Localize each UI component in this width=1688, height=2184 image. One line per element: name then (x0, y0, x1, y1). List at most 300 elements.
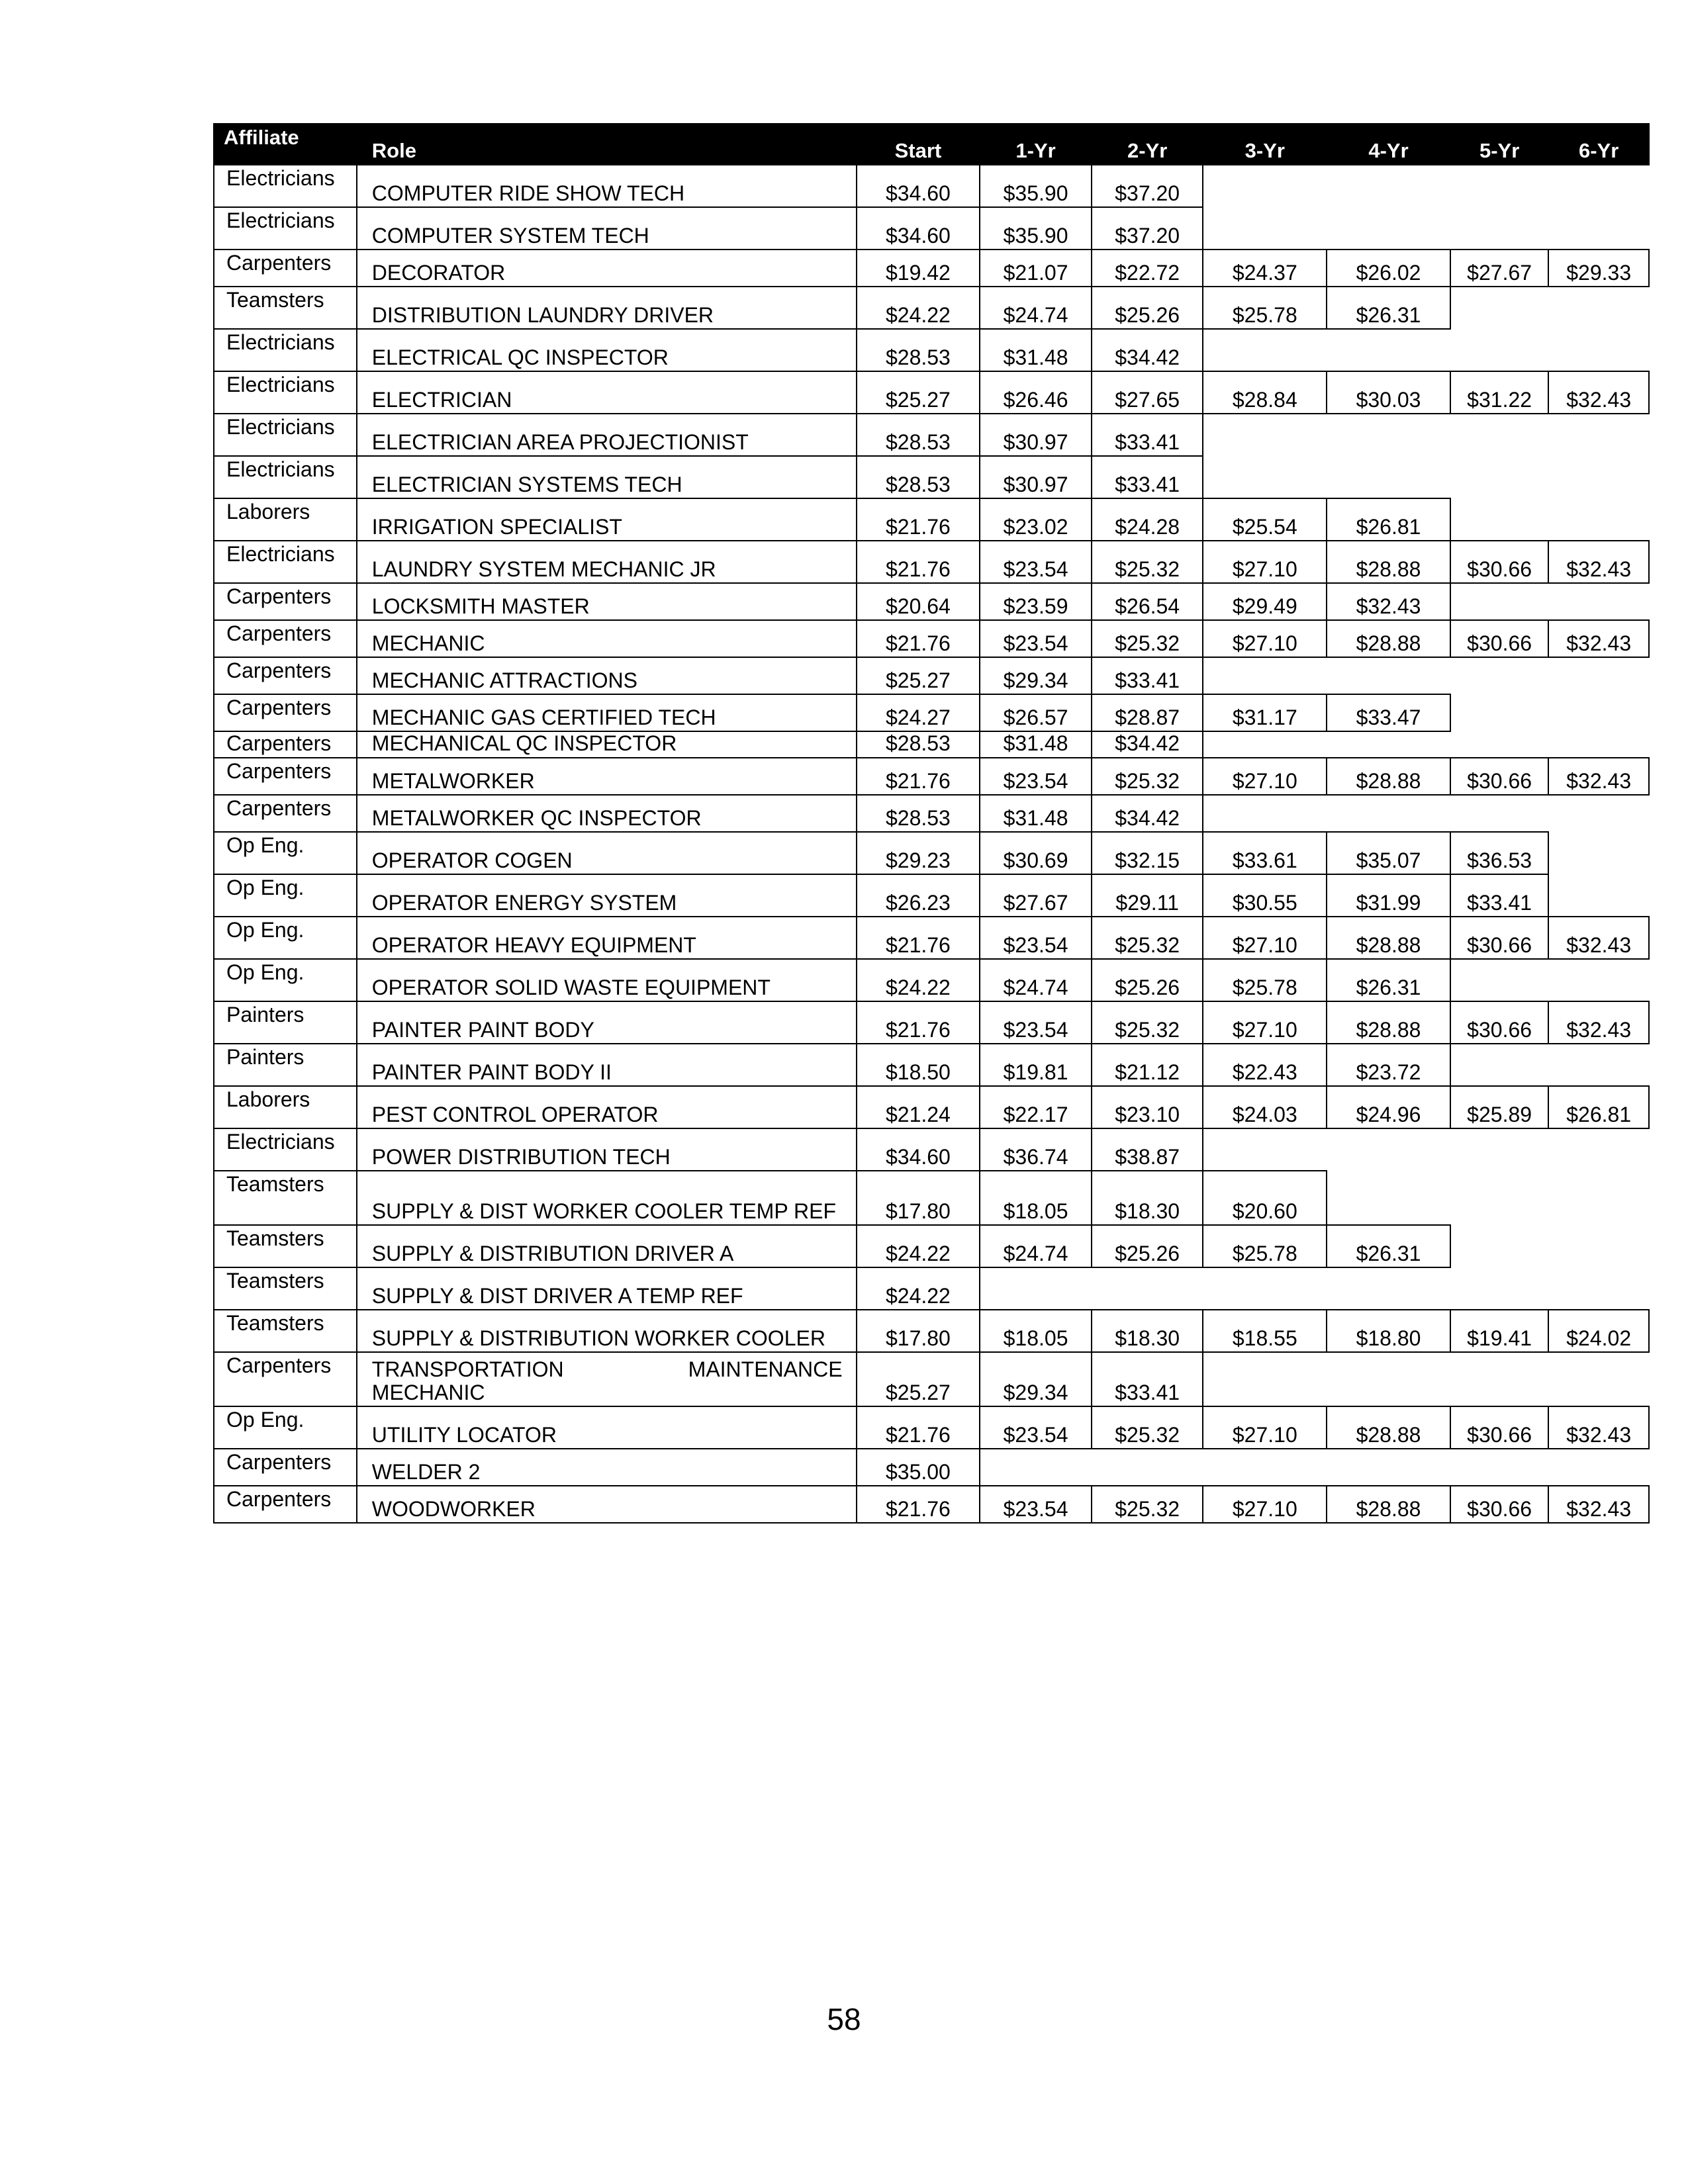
rate-cell: $35.90 (980, 207, 1092, 250)
rate-cell: $23.72 (1327, 1044, 1450, 1086)
rate-cell (1548, 1044, 1649, 1086)
role-cell: WOODWORKER (357, 1486, 857, 1523)
affiliate-cell: Carpenters (214, 250, 357, 287)
table-row (214, 371, 1649, 414)
rate-cell: $26.81 (1548, 1086, 1649, 1128)
role-cell: COMPUTER SYSTEM TECH (357, 207, 857, 250)
rate-cell: $31.48 (980, 329, 1092, 371)
table-row (214, 456, 1649, 498)
role-cell: UTILITY LOCATOR (357, 1406, 857, 1449)
rate-cell: $24.74 (980, 1225, 1092, 1267)
rate-cell (1450, 583, 1549, 620)
wage-rate-table (213, 123, 1650, 1524)
role-cell: ELECTRICIAN (357, 371, 857, 414)
rate-cell: $21.07 (980, 250, 1092, 287)
rate-cell: $31.22 (1450, 371, 1549, 414)
rate-cell: $25.78 (1203, 287, 1327, 329)
rate-cell: $17.80 (857, 1171, 980, 1225)
rate-cell (1203, 165, 1327, 207)
rate-cell: $21.76 (857, 1406, 980, 1449)
rate-cell (1327, 1449, 1450, 1486)
rate-cell (1092, 1267, 1203, 1310)
rate-cell: $21.76 (857, 1486, 980, 1523)
rate-cell: $29.34 (980, 1352, 1092, 1406)
rate-cell (1450, 1449, 1549, 1486)
header-1-yr: 1-Yr (980, 124, 1092, 165)
rate-cell (1327, 456, 1450, 498)
rate-cell: $32.43 (1548, 1001, 1649, 1044)
rate-cell: $31.48 (980, 731, 1092, 758)
rate-cell (1548, 694, 1649, 731)
rate-cell: $29.23 (857, 832, 980, 874)
rate-cell: $33.41 (1092, 657, 1203, 694)
affiliate-cell: Carpenters (214, 1449, 357, 1486)
rate-cell: $18.05 (980, 1310, 1092, 1352)
rate-cell: $21.24 (857, 1086, 980, 1128)
table-row (214, 657, 1649, 694)
table-row (214, 1310, 1649, 1352)
rate-cell (1450, 694, 1549, 731)
rate-cell: $30.66 (1450, 1406, 1549, 1449)
rate-cell: $24.37 (1203, 250, 1327, 287)
table-row (214, 583, 1649, 620)
affiliate-cell: Painters (214, 1001, 357, 1044)
rate-cell: $33.41 (1092, 414, 1203, 456)
rate-cell: $19.41 (1450, 1310, 1549, 1352)
rate-cell: $26.81 (1327, 498, 1450, 541)
rate-cell: $19.42 (857, 250, 980, 287)
rate-cell: $26.31 (1327, 1225, 1450, 1267)
role-cell: ELECTRICAL QC INSPECTOR (357, 329, 857, 371)
rate-cell: $30.66 (1450, 541, 1549, 583)
affiliate-cell: Op Eng. (214, 874, 357, 917)
rate-cell (1450, 1352, 1549, 1406)
affiliate-cell: Op Eng. (214, 959, 357, 1001)
rate-cell: $36.74 (980, 1128, 1092, 1171)
rate-cell: $23.54 (980, 1486, 1092, 1523)
rate-cell: $25.32 (1092, 1486, 1203, 1523)
rate-cell: $28.53 (857, 731, 980, 758)
rate-cell: $26.57 (980, 694, 1092, 731)
rate-cell: $18.55 (1203, 1310, 1327, 1352)
rate-cell (1450, 657, 1549, 694)
rate-cell: $29.33 (1548, 250, 1649, 287)
rate-cell (1203, 1352, 1327, 1406)
rate-cell (1548, 329, 1649, 371)
rate-cell (1203, 456, 1327, 498)
rate-cell (1327, 329, 1450, 371)
role-cell: OPERATOR ENERGY SYSTEM (357, 874, 857, 917)
rate-cell: $28.84 (1203, 371, 1327, 414)
affiliate-cell: Carpenters (214, 795, 357, 832)
role-cell: SUPPLY & DIST DRIVER A TEMP REF (357, 1267, 857, 1310)
affiliate-cell: Op Eng. (214, 917, 357, 959)
rate-cell (1327, 657, 1450, 694)
rate-cell: $25.54 (1203, 498, 1327, 541)
role-cell: PAINTER PAINT BODY (357, 1001, 857, 1044)
affiliate-cell: Electricians (214, 329, 357, 371)
rate-cell: $32.15 (1092, 832, 1203, 874)
rate-cell (1548, 731, 1649, 758)
affiliate-cell: Carpenters (214, 1352, 357, 1406)
header-6-yr: 6-Yr (1548, 124, 1649, 165)
rate-cell: $28.88 (1327, 1406, 1450, 1449)
table-row (214, 1225, 1649, 1267)
rate-cell: $26.31 (1327, 287, 1450, 329)
rate-cell: $24.22 (857, 1225, 980, 1267)
table-header-row (214, 124, 1649, 165)
rate-cell: $30.69 (980, 832, 1092, 874)
rate-cell: $25.26 (1092, 959, 1203, 1001)
table-row (214, 1001, 1649, 1044)
rate-cell: $28.88 (1327, 620, 1450, 657)
rate-cell: $34.42 (1092, 731, 1203, 758)
rate-cell: $29.34 (980, 657, 1092, 694)
header-affiliate: Affiliate (214, 124, 357, 165)
rate-cell: $21.76 (857, 498, 980, 541)
rate-cell: $30.66 (1450, 1486, 1549, 1523)
header-2-yr: 2-Yr (1092, 124, 1203, 165)
rate-cell: $31.17 (1203, 694, 1327, 731)
rate-cell: $25.27 (857, 657, 980, 694)
rate-cell: $25.32 (1092, 1406, 1203, 1449)
rate-cell (1203, 1267, 1327, 1310)
role-cell: METALWORKER (357, 758, 857, 795)
rate-cell (1548, 1171, 1649, 1225)
rate-cell (1450, 795, 1549, 832)
rate-cell (1203, 731, 1327, 758)
table-row (214, 1406, 1649, 1449)
role-cell: WELDER 2 (357, 1449, 857, 1486)
rate-cell (1450, 1171, 1549, 1225)
rate-cell (1450, 1044, 1549, 1086)
rate-cell: $19.81 (980, 1044, 1092, 1086)
rate-cell: $32.43 (1548, 541, 1649, 583)
rate-cell: $28.53 (857, 795, 980, 832)
rate-cell (1548, 456, 1649, 498)
rate-cell (1450, 329, 1549, 371)
rate-cell: $33.61 (1203, 832, 1327, 874)
rate-cell: $25.32 (1092, 758, 1203, 795)
affiliate-cell: Laborers (214, 1086, 357, 1128)
rate-cell (1450, 1267, 1549, 1310)
role-cell: ELECTRICIAN SYSTEMS TECH (357, 456, 857, 498)
rate-cell: $34.60 (857, 165, 980, 207)
table-row (214, 287, 1649, 329)
rate-cell (1450, 959, 1549, 1001)
role-cell: MECHANIC (357, 620, 857, 657)
rate-cell: $24.27 (857, 694, 980, 731)
rate-cell: $32.43 (1548, 1406, 1649, 1449)
rate-cell: $31.48 (980, 795, 1092, 832)
rate-cell: $30.97 (980, 456, 1092, 498)
table-row (214, 832, 1649, 874)
rate-cell: $31.99 (1327, 874, 1450, 917)
rate-cell: $32.43 (1548, 620, 1649, 657)
rate-cell: $21.76 (857, 917, 980, 959)
rate-cell: $25.32 (1092, 917, 1203, 959)
rate-cell: $28.53 (857, 414, 980, 456)
rate-cell (1450, 498, 1549, 541)
rate-cell (1203, 207, 1327, 250)
table-row (214, 620, 1649, 657)
affiliate-cell: Teamsters (214, 1267, 357, 1310)
rate-cell (1548, 583, 1649, 620)
affiliate-cell: Carpenters (214, 731, 357, 758)
rate-cell: $28.88 (1327, 758, 1450, 795)
table-row (214, 1449, 1649, 1486)
role-cell: IRRIGATION SPECIALIST (357, 498, 857, 541)
rate-cell (1203, 1449, 1327, 1486)
rate-cell: $17.80 (857, 1310, 980, 1352)
affiliate-cell: Painters (214, 1044, 357, 1086)
rate-cell (1548, 1225, 1649, 1267)
table-row (214, 1044, 1649, 1086)
rate-cell: $25.78 (1203, 1225, 1327, 1267)
affiliate-cell: Teamsters (214, 1171, 357, 1225)
rate-cell (1548, 1352, 1649, 1406)
rate-cell (1327, 207, 1450, 250)
rate-cell: $32.43 (1548, 371, 1649, 414)
rate-cell: $26.02 (1327, 250, 1450, 287)
rate-cell: $24.03 (1203, 1086, 1327, 1128)
rate-cell (1203, 795, 1327, 832)
role-cell: MECHANIC GAS CERTIFIED TECH (357, 694, 857, 731)
rate-cell: $28.88 (1327, 1486, 1450, 1523)
role-cell: OPERATOR HEAVY EQUIPMENT (357, 917, 857, 959)
rate-cell (1548, 414, 1649, 456)
rate-cell (1327, 1267, 1450, 1310)
rate-cell: $23.54 (980, 1406, 1092, 1449)
role-cell: SUPPLY & DISTRIBUTION WORKER COOLER (357, 1310, 857, 1352)
rate-cell: $25.32 (1092, 620, 1203, 657)
rate-cell: $33.41 (1450, 874, 1549, 917)
affiliate-cell: Carpenters (214, 657, 357, 694)
role-cell: LAUNDRY SYSTEM MECHANIC JR (357, 541, 857, 583)
rate-cell: $25.89 (1450, 1086, 1549, 1128)
rate-cell (1450, 1225, 1549, 1267)
rate-cell: $21.76 (857, 758, 980, 795)
rate-cell: $35.00 (857, 1449, 980, 1486)
role-cell: DECORATOR (357, 250, 857, 287)
rate-cell (1450, 287, 1549, 329)
rate-cell: $24.28 (1092, 498, 1203, 541)
rate-cell (980, 1267, 1092, 1310)
rate-cell (1327, 1171, 1450, 1225)
rate-cell: $21.76 (857, 541, 980, 583)
rate-cell (1327, 165, 1450, 207)
table-row (214, 541, 1649, 583)
rate-cell: $23.54 (980, 917, 1092, 959)
rate-cell: $25.27 (857, 371, 980, 414)
rate-cell: $27.10 (1203, 1406, 1327, 1449)
table-row (214, 1486, 1649, 1523)
affiliate-cell: Carpenters (214, 694, 357, 731)
rate-cell: $29.49 (1203, 583, 1327, 620)
table-row (214, 329, 1649, 371)
rate-cell: $32.43 (1548, 758, 1649, 795)
rate-cell: $25.78 (1203, 959, 1327, 1001)
table-row (214, 1086, 1649, 1128)
rate-cell (1327, 731, 1450, 758)
table-row (214, 758, 1649, 795)
table-row (214, 1128, 1649, 1171)
role-cell: MECHANIC ATTRACTIONS (357, 657, 857, 694)
table-row (214, 1352, 1649, 1406)
rate-cell: $30.97 (980, 414, 1092, 456)
affiliate-cell: Op Eng. (214, 832, 357, 874)
rate-cell: $22.43 (1203, 1044, 1327, 1086)
rate-cell: $25.32 (1092, 541, 1203, 583)
affiliate-cell: Op Eng. (214, 1406, 357, 1449)
rate-cell: $22.17 (980, 1086, 1092, 1128)
rate-cell (1548, 959, 1649, 1001)
role-cell: ELECTRICIAN AREA PROJECTIONIST (357, 414, 857, 456)
rate-cell (1327, 1128, 1450, 1171)
rate-cell: $32.43 (1548, 917, 1649, 959)
rate-cell: $24.74 (980, 959, 1092, 1001)
role-cell: OPERATOR SOLID WASTE EQUIPMENT (357, 959, 857, 1001)
rate-cell: $23.02 (980, 498, 1092, 541)
rate-cell: $21.12 (1092, 1044, 1203, 1086)
rate-cell (1450, 731, 1549, 758)
rate-cell: $24.22 (857, 959, 980, 1001)
rate-cell: $24.22 (857, 1267, 980, 1310)
rate-cell (980, 1449, 1092, 1486)
table-row (214, 207, 1649, 250)
rate-cell: $37.20 (1092, 207, 1203, 250)
rate-cell: $24.22 (857, 287, 980, 329)
rate-cell: $21.76 (857, 1001, 980, 1044)
affiliate-cell: Electricians (214, 541, 357, 583)
header-4-yr: 4-Yr (1327, 124, 1450, 165)
page-number: 58 (827, 2002, 861, 2036)
rate-cell (1327, 1352, 1450, 1406)
table-body (214, 165, 1649, 1523)
role-cell: LOCKSMITH MASTER (357, 583, 857, 620)
role-cell: MECHANICAL QC INSPECTOR (357, 731, 857, 758)
table-row (214, 1267, 1649, 1310)
rate-cell: $18.30 (1092, 1310, 1203, 1352)
rate-cell: $23.10 (1092, 1086, 1203, 1128)
rate-cell: $35.07 (1327, 832, 1450, 874)
rate-cell: $27.10 (1203, 1001, 1327, 1044)
rate-cell (1450, 414, 1549, 456)
rate-cell: $27.10 (1203, 917, 1327, 959)
role-cell: SUPPLY & DISTRIBUTION DRIVER A (357, 1225, 857, 1267)
rate-cell: $30.66 (1450, 1001, 1549, 1044)
rate-cell: $28.87 (1092, 694, 1203, 731)
role-cell: OPERATOR COGEN (357, 832, 857, 874)
rate-cell: $28.88 (1327, 917, 1450, 959)
affiliate-cell: Teamsters (214, 1225, 357, 1267)
table-row (214, 694, 1649, 731)
rate-cell (1548, 1267, 1649, 1310)
rate-cell: $18.30 (1092, 1171, 1203, 1225)
rate-cell (1327, 414, 1450, 456)
role-cell: PAINTER PAINT BODY II (357, 1044, 857, 1086)
rate-cell: $37.20 (1092, 165, 1203, 207)
rate-cell: $28.88 (1327, 541, 1450, 583)
rate-cell: $23.54 (980, 541, 1092, 583)
rate-cell: $36.53 (1450, 832, 1549, 874)
rate-cell (1548, 795, 1649, 832)
rate-cell: $27.10 (1203, 541, 1327, 583)
affiliate-cell: Carpenters (214, 758, 357, 795)
rate-cell (1548, 1128, 1649, 1171)
affiliate-cell: Electricians (214, 371, 357, 414)
table-row (214, 498, 1649, 541)
rate-cell: $34.60 (857, 1128, 980, 1171)
affiliate-cell: Laborers (214, 498, 357, 541)
table-row (214, 414, 1649, 456)
rate-cell: $25.32 (1092, 1001, 1203, 1044)
rate-cell: $24.74 (980, 287, 1092, 329)
affiliate-cell: Electricians (214, 207, 357, 250)
affiliate-cell: Electricians (214, 456, 357, 498)
rate-cell (1450, 456, 1549, 498)
rate-cell: $20.64 (857, 583, 980, 620)
rate-cell: $26.31 (1327, 959, 1450, 1001)
rate-cell: $35.90 (980, 165, 1092, 207)
rate-cell (1092, 1449, 1203, 1486)
rate-cell: $34.42 (1092, 795, 1203, 832)
rate-cell: $30.55 (1203, 874, 1327, 917)
table-row (214, 874, 1649, 917)
table-row (214, 731, 1649, 758)
rate-cell: $32.43 (1548, 1486, 1649, 1523)
affiliate-cell: Electricians (214, 1128, 357, 1171)
affiliate-cell: Carpenters (214, 620, 357, 657)
rate-cell: $28.53 (857, 456, 980, 498)
header-3-yr: 3-Yr (1203, 124, 1327, 165)
rate-cell: $30.03 (1327, 371, 1450, 414)
rate-cell: $25.26 (1092, 1225, 1203, 1267)
rate-cell: $27.10 (1203, 1486, 1327, 1523)
affiliate-cell: Electricians (214, 414, 357, 456)
rate-cell: $33.47 (1327, 694, 1450, 731)
affiliate-cell: Carpenters (214, 583, 357, 620)
rate-cell (1548, 874, 1649, 917)
header-5-yr: 5-Yr (1450, 124, 1549, 165)
rate-cell (1548, 207, 1649, 250)
rate-cell: $18.80 (1327, 1310, 1450, 1352)
rate-cell (1548, 832, 1649, 874)
rate-cell (1548, 657, 1649, 694)
role-cell: SUPPLY & DIST WORKER COOLER TEMP REF (357, 1171, 857, 1225)
affiliate-cell: Electricians (214, 165, 357, 207)
role-cell: METALWORKER QC INSPECTOR (357, 795, 857, 832)
rate-cell: $18.05 (980, 1171, 1092, 1225)
rate-cell (1203, 1128, 1327, 1171)
rate-cell: $30.66 (1450, 620, 1549, 657)
rate-cell: $20.60 (1203, 1171, 1327, 1225)
rate-cell: $27.67 (980, 874, 1092, 917)
rate-cell: $26.46 (980, 371, 1092, 414)
affiliate-cell: Teamsters (214, 287, 357, 329)
rate-cell: $34.42 (1092, 329, 1203, 371)
rate-cell (1548, 287, 1649, 329)
table-row (214, 917, 1649, 959)
rate-cell: $33.41 (1092, 1352, 1203, 1406)
affiliate-cell: Carpenters (214, 1486, 357, 1523)
rate-cell: $23.54 (980, 758, 1092, 795)
table-row (214, 959, 1649, 1001)
rate-cell: $18.50 (857, 1044, 980, 1086)
rate-cell: $26.54 (1092, 583, 1203, 620)
table-row (214, 1171, 1649, 1225)
rate-cell: $26.23 (857, 874, 980, 917)
